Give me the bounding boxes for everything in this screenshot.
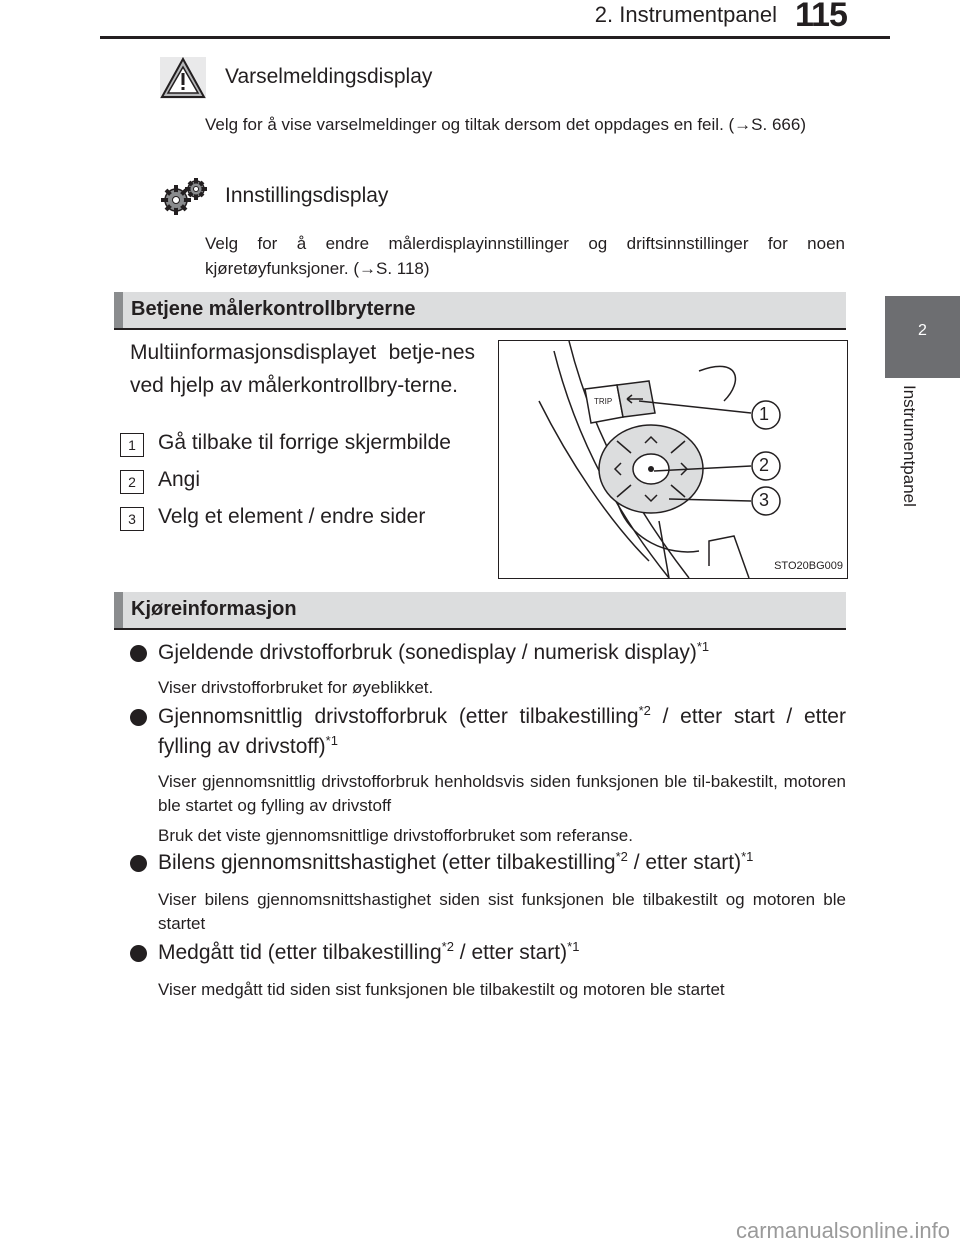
- intro-text: Multiinformasjonsdisplayet betje-nes ved hjelp av målerkontrollbry-terne.: [130, 341, 475, 397]
- trip-button-label: TRIP: [594, 397, 613, 406]
- warning-triangle-icon: [158, 55, 208, 101]
- chapter-number: 2: [918, 322, 927, 339]
- bullet-icon: [130, 945, 147, 962]
- desc-average-speed: Viser bilens gjennomsnittshastighet siden sist funksjonen ble tilbakestilt og motoren ble startet: [158, 890, 846, 933]
- display-text-warning: Velg for å vise varselmeldinger og tiltak dersom det oppdages en feil. (→S. 666): [205, 115, 806, 134]
- bullet-elapsed-time: Medgått tid (etter tilbakestilling$^{*2}$ / etter start)$^{*1}$: [130, 938, 846, 968]
- gears-icon: [158, 176, 210, 216]
- desc-average-consumption-note: Bruk det viste gjennomsnittlige drivstofforbruket som referanse.: [158, 826, 633, 845]
- watermark: carmanualsonline.info: [735, 1218, 950, 1243]
- callout-3: 3: [759, 490, 770, 510]
- section-header-driving-info: Kjøreinformasjon: [114, 592, 846, 630]
- bullet-icon: [130, 645, 147, 662]
- display-text-settings: Velg for å endre målerdisplayinnstillinger og driftsinnstillinger for noen kjøretøyfunksjoner. (→S. 118): [205, 234, 845, 278]
- chapter-label: Instrumentpanel: [900, 385, 919, 507]
- header-rule: [100, 36, 890, 39]
- page-number: 115: [795, 0, 847, 34]
- steering-switch-figure: [498, 340, 848, 579]
- callout-1: 1: [759, 404, 770, 424]
- section-header-meter-switches: Betjene målerkontrollbryterne: [114, 292, 846, 330]
- figure-code: STO20BG009: [774, 560, 843, 572]
- page-section-title: 2. Instrumentpanel: [594, 2, 777, 27]
- chapter-tab[interactable]: [885, 296, 960, 378]
- display-title-warning: Varselmeldingsdisplay: [225, 65, 433, 88]
- bullet-average-speed: Bilens gjennomsnittshastighet (etter tilbakestilling$^{*2}$ / etter start)$^{*1}$: [130, 848, 846, 878]
- bullet-icon: [130, 855, 147, 872]
- callout-2: 2: [759, 455, 770, 475]
- bullet-average-consumption: Gjennomsnittlig drivstofforbruk (etter tilbakestilling$^{*2}$ / etter start / etter fylling av drivstoff)$^{*1}$: [130, 702, 846, 762]
- display-title-settings: Innstillingsdisplay: [225, 184, 389, 207]
- desc-elapsed-time: Viser medgått tid siden sist funksjonen ble tilbakestilt og motoren ble startet: [158, 980, 725, 999]
- desc-average-consumption: Viser gjennomsnittlig drivstofforbruk henholdsvis siden funksjonen ble til-bakestilt, motoren ble startet og fylling av drivstoff: [158, 772, 846, 815]
- bullet-current-consumption: Gjeldende drivstofforbruk (sonedisplay / numerisk display)$^{*1}$: [130, 638, 846, 668]
- bullet-icon: [130, 709, 147, 726]
- desc-current-consumption: Viser drivstofforbruket for øyeblikket.: [158, 678, 434, 697]
